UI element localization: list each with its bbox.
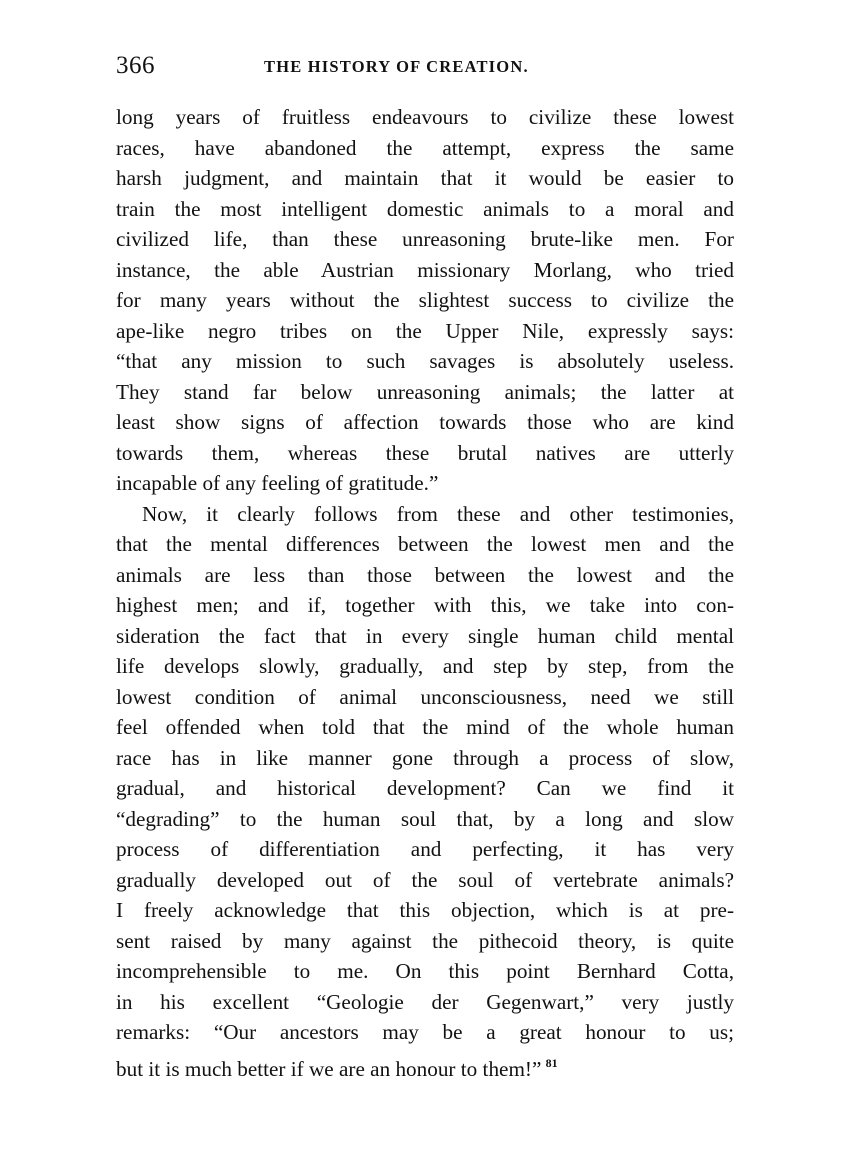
text-line: “that any mission to such savages is absolutely useless. <box>116 349 734 373</box>
text-line: process of differentiation and perfecting, it has very <box>116 837 734 861</box>
text-line: Now, it clearly follows from these and other testimonies, <box>142 501 734 526</box>
paragraph-2 <box>116 499 734 1085</box>
page-number: 366 <box>116 52 155 79</box>
text-line: They stand far below unreasoning animals; the latter at <box>116 379 734 404</box>
text-line: in his excellent “Geologie der Gegenwart,” very justly <box>116 989 734 1014</box>
text-line: instance, the able Austrian missionary Morlang, who tried <box>116 257 734 282</box>
text-line: for many years without the slightest success to civilize the <box>116 288 734 312</box>
text-line: long years of fruitless endeavours to civilize these lowest <box>116 105 734 129</box>
text-line: I freely acknowledge that this objection, which is at pre- <box>116 898 734 922</box>
text-line: lowest condition of animal unconsciousness, need we still <box>116 684 734 709</box>
running-title: THE HISTORY OF CREATION. <box>264 57 529 76</box>
text-line: life develops slowly, gradually, and step by step, from the <box>116 654 734 678</box>
text-line: incapable of any feeling of gratitude.” <box>116 471 439 495</box>
text-line: gradually developed out of the soul of vertebrate animals? <box>116 867 734 892</box>
text-line: train the most intelligent domestic animals to a moral and <box>116 196 734 221</box>
running-header <box>116 52 734 92</box>
text-line: sideration the fact that in every single human child mental <box>116 623 734 648</box>
text-line: towards them, whereas these brutal natives are utterly <box>116 440 734 465</box>
book-page <box>116 52 734 1084</box>
text-line: sent raised by many against the pithecoid theory, is quite <box>116 928 734 953</box>
text-line: civilized life, than these unreasoning brute-like men. For <box>116 227 734 251</box>
body-text <box>116 102 734 1084</box>
text-line: remarks: “Our ancestors may be a great honour to us; <box>116 1020 734 1044</box>
text-line: race has in like manner gone through a process of slow, <box>116 745 734 770</box>
text-line: gradual, and historical development? Can we find it <box>116 776 734 800</box>
footnote-reference[interactable]: 81 <box>545 1055 558 1070</box>
text-line: feel offended when told that the mind of the whole human <box>116 715 734 739</box>
text-line: least show signs of affection towards those who are kind <box>116 410 734 434</box>
text-line: highest men; and if, together with this, we take into con- <box>116 593 734 617</box>
text-line-final <box>116 1048 734 1085</box>
text-line: races, have abandoned the attempt, express the same <box>116 135 734 160</box>
text-line: “degrading” to the human soul that, by a long and slow <box>116 806 734 831</box>
paragraph-1 <box>116 102 734 499</box>
text-line: harsh judgment, and maintain that it would be easier to <box>116 166 734 190</box>
text-line: ape-like negro tribes on the Upper Nile, expressly says: <box>116 318 734 343</box>
final-line-text: but it is much better if we are an honour to them!” <box>116 1056 542 1081</box>
text-line: that the mental differences between the lowest men and the <box>116 532 734 556</box>
text-line: animals are less than those between the lowest and the <box>116 562 734 587</box>
text-line: incomprehensible to me. On this point Bernhard Cotta, <box>116 959 734 983</box>
